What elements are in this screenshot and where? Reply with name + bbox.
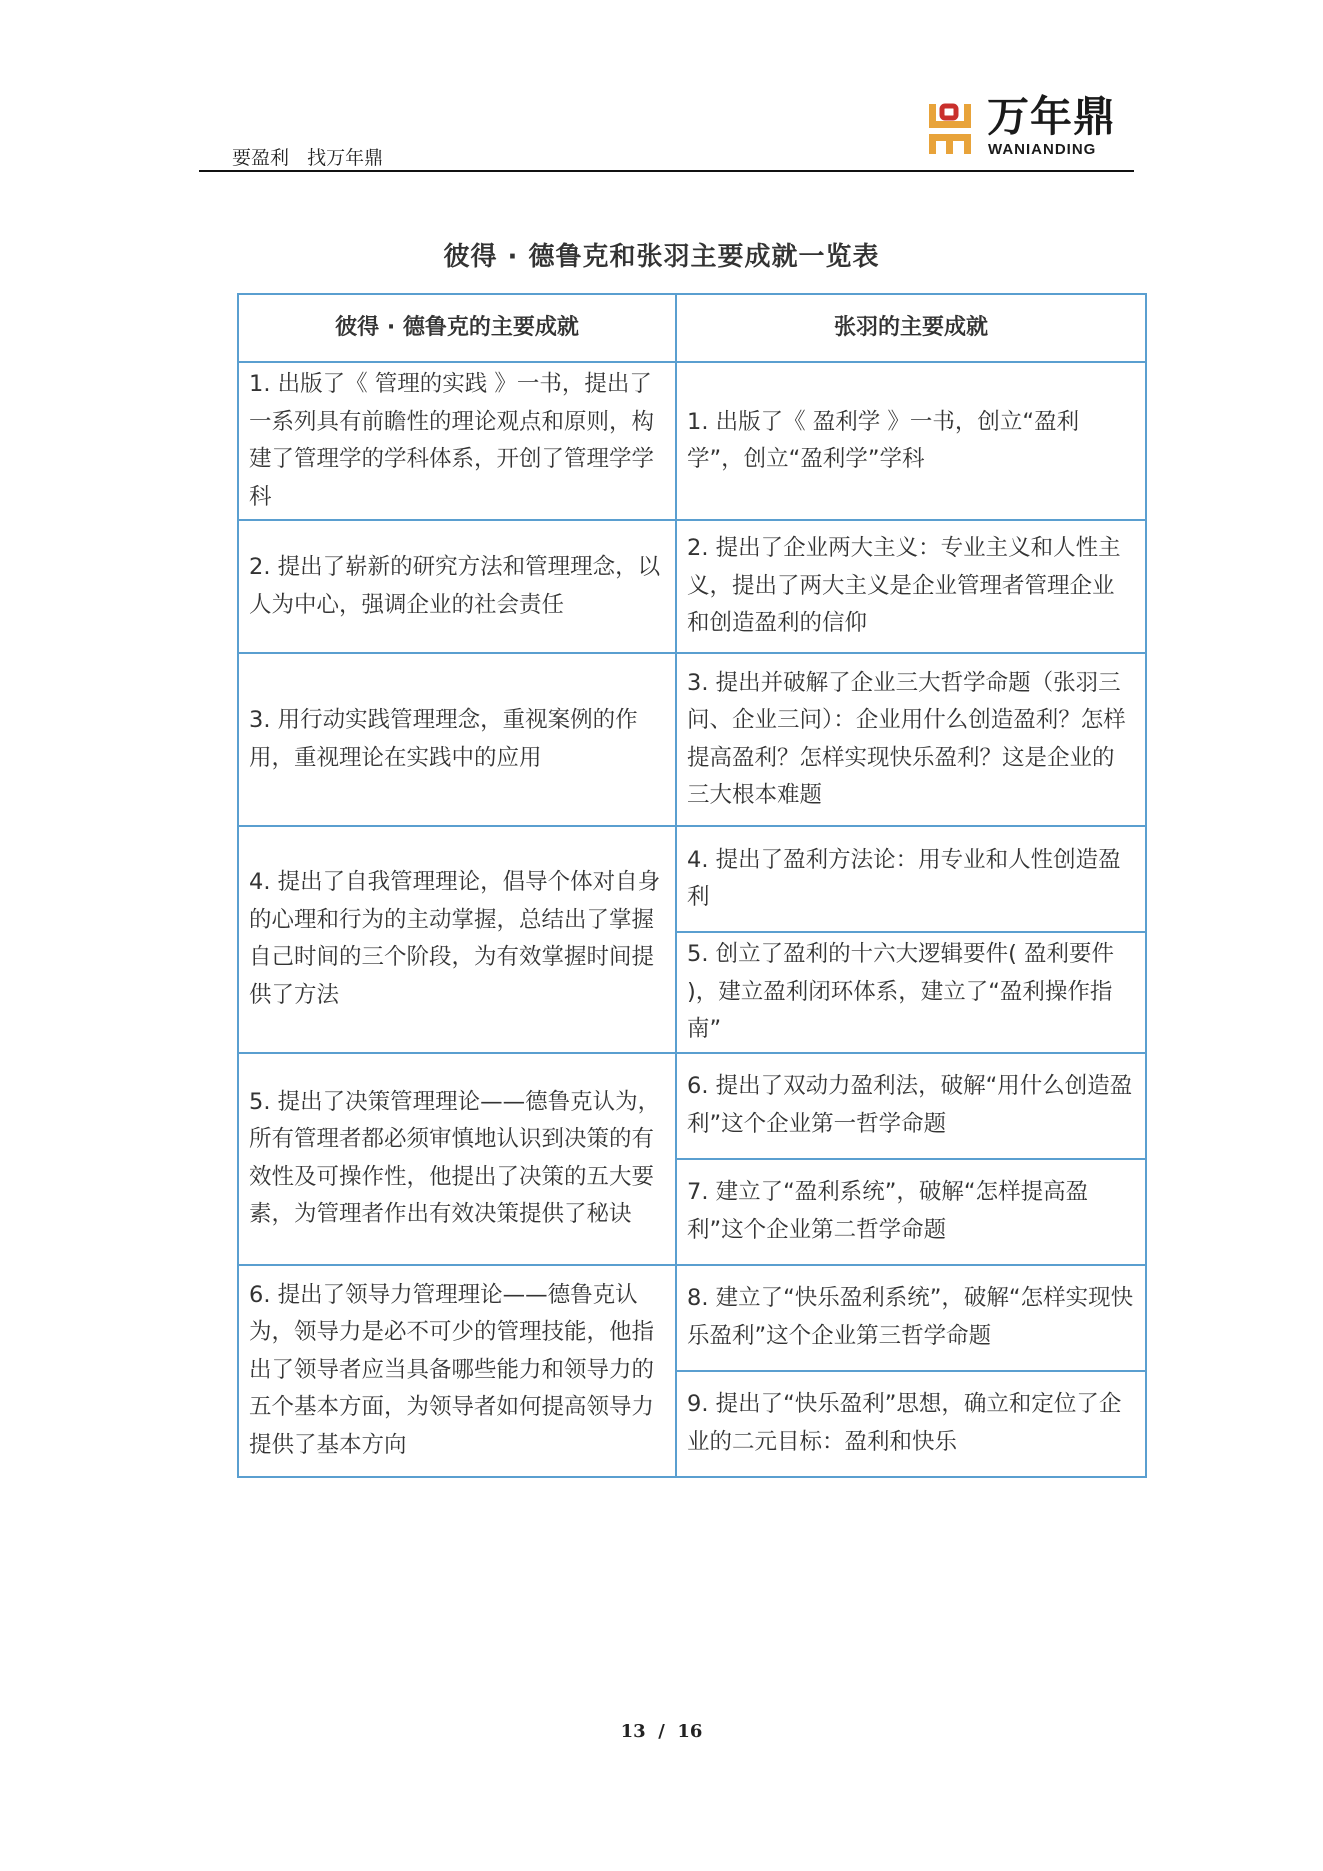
header-drucker: 彼得 · 德鲁克的主要成就 — [238, 294, 676, 362]
zhangyu-cell: 1. 出版了《 盈利学 》一书，创立“盈利学”，创立“盈利学”学科 — [676, 362, 1146, 520]
table-row — [238, 362, 1146, 520]
zhangyu-cell: 9. 提出了“快乐盈利”思想，确立和定位了企业的二元目标：盈利和快乐 — [676, 1371, 1146, 1477]
table-header-row — [238, 294, 1146, 362]
zhangyu-cell: 8. 建立了“快乐盈利系统”，破解“怎样实现快乐盈利”这个企业第三哲学命题 — [676, 1265, 1146, 1371]
table-row — [238, 1265, 1146, 1371]
drucker-cell: 1. 出版了《 管理的实践 》一书，提出了一系列具有前瞻性的理论观点和原则，构建了管理学的学科体系，开创了管理学学科 — [238, 362, 676, 520]
table-row — [238, 826, 1146, 932]
drucker-cell: 3. 用行动实践管理理念，重视案例的作用，重视理论在实践中的应用 — [238, 653, 676, 826]
table-row — [238, 653, 1146, 826]
zhangyu-cell: 3. 提出并破解了企业三大哲学命题（张羽三问、企业三问）：企业用什么创造盈利？怎样提高盈利？怎样实现快乐盈利？这是企业的三大根本难题 — [676, 653, 1146, 826]
zhangyu-cell: 7. 建立了“盈利系统”，破解“怎样提高盈利”这个企业第二哲学命题 — [676, 1159, 1146, 1265]
logo-mark-icon — [927, 102, 983, 158]
logo-text-cn: 万年鼎 — [987, 92, 1117, 141]
header-slogan: 要盈利 找万年鼎 — [232, 147, 384, 169]
zhangyu-cell: 6. 提出了双动力盈利法，破解“用什么创造盈利”这个企业第一哲学命题 — [676, 1053, 1146, 1159]
drucker-cell: 5. 提出了决策管理理论——德鲁克认为，所有管理者都必须审慎地认识到决策的有效性及可操作性，他提出了决策的五大要素，为管理者作出有效决策提供了秘诀 — [238, 1053, 676, 1265]
logo-text-en: WANIANDING — [988, 141, 1097, 158]
drucker-cell: 6. 提出了领导力管理理论——德鲁克认为，领导力是必不可少的管理技能，他指出了领导者应当具备哪些能力和领导力的五个基本方面，为领导者如何提高领导力提供了基本方向 — [238, 1265, 676, 1477]
header-zhangyu: 张羽的主要成就 — [676, 294, 1146, 362]
table-title: 彼得 · 德鲁克和张羽主要成就一览表 — [443, 242, 880, 272]
header-divider — [199, 170, 1134, 172]
zhangyu-cell: 2. 提出了企业两大主义：专业主义和人性主义，提出了两大主义是企业管理者管理企业和创造盈利的信仰 — [676, 520, 1146, 653]
company-logo — [927, 92, 1141, 160]
zhangyu-cell: 4. 提出了盈利方法论：用专业和人性创造盈利 — [676, 826, 1146, 932]
achievements-table — [237, 293, 1147, 1478]
table-row — [238, 1053, 1146, 1159]
drucker-cell: 2. 提出了崭新的研究方法和管理理念，以人为中心，强调企业的社会责任 — [238, 520, 676, 653]
zhangyu-cell: 5. 创立了盈利的十六大逻辑要件( 盈利要件 )，建立盈利闭环体系，建立了“盈利操作指南” — [676, 932, 1146, 1053]
drucker-cell: 4. 提出了自我管理理论，倡导个体对自身的心理和行为的主动掌握，总结出了掌握自己时间的三个阶段，为有效掌握时间提供了方法 — [238, 826, 676, 1053]
table-row — [238, 520, 1146, 653]
page-number: 13 / 16 — [620, 1721, 703, 1742]
